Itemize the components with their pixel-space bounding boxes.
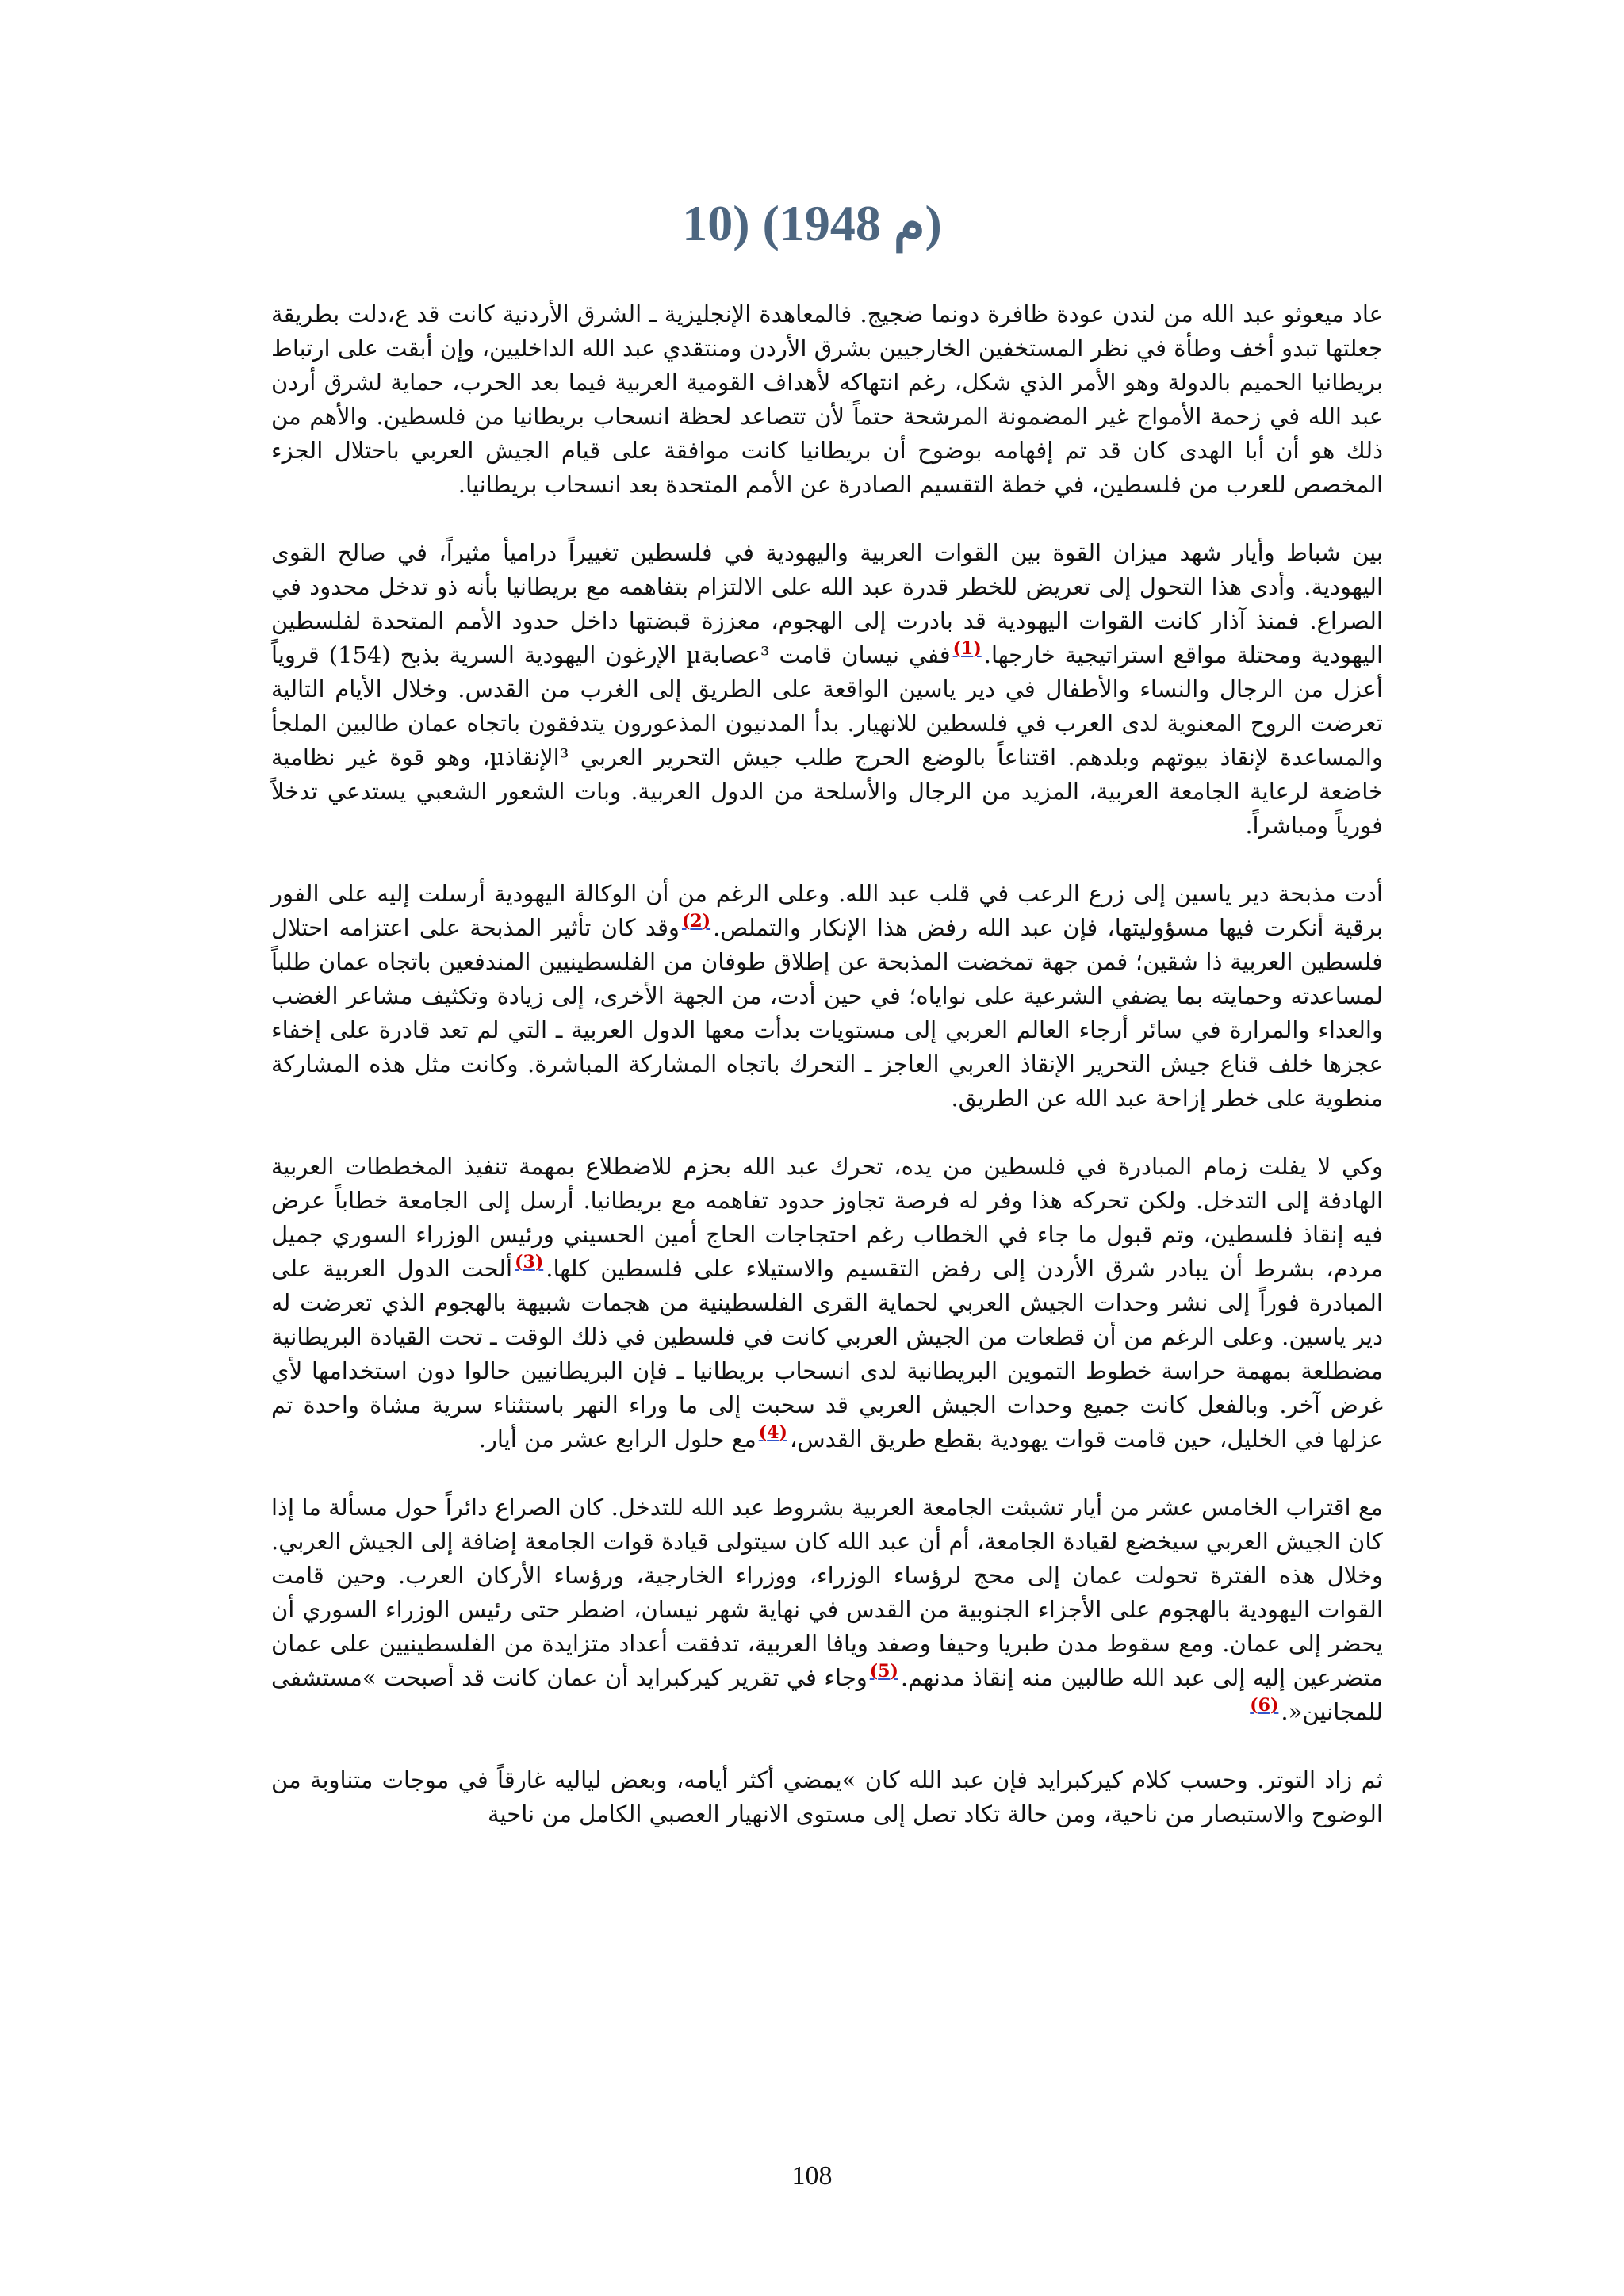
chapter-title: 10) (1948 م) [682, 195, 942, 251]
footnote-reference-link[interactable]: (4) [758, 1422, 787, 1444]
paragraph-text: مع حلول الرابع عشر من أيار. [478, 1425, 756, 1452]
paragraph-text: وقد كان تأثير المذبحة على اعتزامه احتلال فلسطين العربية ذا شقين؛ فمن جهة تمخضت المذبحة عن إطلاق طوفان من الفلسطينيين المندفعين باتجاه عمان طلباً لمساعدته وحمايته بما يضفي الشرعية على نواياه؛ في حين أدت، من الجهة الأخرى، إلى زيادة وتكثيف مشاعر الغضب والعداء والمرارة في سائر أرجاء العالم العربي إلى مستويات بدأت معها الدول العربية ـ التي لم تعد قادرة على إخفاء عجزها خلف قناع جيش التحرير الإنقاذ العربي العاجز ـ التحرك باتجاه المشاركة المباشرة. وكانت مثل هذه المشاركة منطوية على خطر إزاحة عبد الله عن الطريق. [271, 914, 1383, 1112]
footnote-reference-link[interactable]: (6) [1250, 1695, 1279, 1716]
footnote-reference-link[interactable]: (3) [515, 1252, 544, 1273]
body-paragraph [271, 877, 1383, 1115]
page-number: 108 [791, 2161, 833, 2191]
paragraph-text: ألحت الدول العربية على المبادرة فوراً إلى نشر وحدات الجيش العربي لحماية القرى الفلسطينية من هجمات شبيهة بالهجوم الذي تعرضت له دير ياسين. وعلى الرغم من أن قطعات من الجيش العربي كانت في فلسطين في ذلك الوقت ـ تحت القيادة البريطانية مضطلعة بمهمة حراسة خطوط التموين البريطانية لدى انسحاب بريطانيا ـ فإن البريطانيين حالوا دون استخدامها لأي غرض آخر. وبالفعل كانت جميع وحدات الجيش العربي قد سحبت إلى ما وراء النهر باستثناء سرية مشاة واحدة تم عزلها في الخليل، حين قامت قوات يهودية بقطع طريق القدس، [271, 1255, 1383, 1452]
body-paragraph [271, 1490, 1383, 1729]
body-text [271, 297, 1383, 1866]
paragraph-text: وجاء في تقرير كيركبرايد أن عمان كانت قد أصبحت »مستشفى للمجانين«. [271, 1664, 1383, 1725]
paragraph-text: مع اقتراب الخامس عشر من أيار تشبثت الجامعة العربية بشروط عبد الله للتدخل. كان الصراع دائراً حول مسألة ما إذا كان الجيش العربي سيخضع لقيادة الجامعة، أم أن عبد الله كان سيتولى قيادة قوات الجامعة إضافة إلى الجيش العربي. وخلال هذه الفترة تحولت عمان إلى محج لرؤساء الوزراء، ووزراء الخارجية، ورؤساء الأركان العرب. وحين قامت القوات اليهودية بالهجوم على الأجزاء الجنوبية من القدس في نهاية شهر نيسان، اضطر حتى رئيس الوزراء السوري أن يحضر إلى عمان. ومع سقوط مدن طبريا وحيفا وصفد ويافا العربية، تدفقت أعداد متزايدة من الفلسطينيين على عمان متضرعين إليه إلى عبد الله طالبين منه إنقاذ مدنهم. [271, 1494, 1383, 1691]
paragraph-text: بين شباط وأيار شهد ميزان القوة بين القوات العربية واليهودية في فلسطين تغييراً دراميأ مثيراً، في صالح القوى اليهودية. وأدى هذا التحول إلى تعريض للخطر قدرة عبد الله على الالتزام بتفاهمه مع بريطانيا بأنه ذو تدخل محدود في الصراع. فمنذ آذار كانت القوات اليهودية قد بادرت إلى الهجوم، معززة قبضتها داخل حدود الأمم المتحدة لفلسطين اليهودية ومحتلة مواقع استراتيجية خارجها. [271, 539, 1384, 668]
footnote-reference-link[interactable]: (5) [869, 1661, 898, 1682]
paragraph-text: عاد ميعوثو عبد الله من لندن عودة ظافرة دونما ضجيج. فالمعاهدة الإنجليزية ـ الشرق الأردنية كانت قد ع،دلت بطريقة جعلتها تبدو أخف وطأة في نظر المستخفين الخارجيين بشرق الأردن ومنتقدي عبد الله الداخليين، وإن أبقت على ارتباط بريطانيا الحميم بالدولة وهو الأمر الذي شكل، رغم انتهاكه لأهداف القومية العربية فيما بعد الحرب، حماية لشرق أردن عبد الله في زحمة الأمواج غير المضمونة المرشحة حتماً لأن تتصاعد لحظة انسحاب بريطانيا من فلسطين. والأهم من ذلك هو أن أبا الهدى كان قد تم إفهامه بوضوح أن بريطانيا كانت موافقة على قيام الجيش العربي باحتلال الجزء المخصص للعرب من فلسطين، في خطة التقسيم الصادرة عن الأمم المتحدة بعد انسحاب بريطانيا. [271, 300, 1383, 498]
paragraph-text: ثم زاد التوتر. وحسب كلام كيركبرايد فإن عبد الله كان »يمضي أكثر أيامه، وبعض لياليه غارقاً في موجات متناوبة من الوضوح والاستبصار من ناحية، ومن حالة تكاد تصل إلى مستوى الانهيار العصبي الكامل من ناحية [271, 1766, 1383, 1827]
paragraph-text: ففي نيسان قامت ³عصابةµ الإرغون اليهودية السرية بذبح (154) قروياً أعزل من الرجال والنساء والأطفال في دير ياسين الواقعة على الطريق إلى الغرب من القدس. وخلال الأيام التالية تعرضت الروح المعنوية لدى العرب في فلسطين للانهيار. بدأ المدنيون المذعورون يتدفقون باتجاه عمان طالبين الملجأ والمساعدة لإنقاذ بيوتهم وبلدهم. اقتناعاً بالوضع الحرج طلب جيش التحرير العربي ³الإنقاذµ، وهو قوة غير نظامية خاضعة لرعاية الجامعة العربية، المزيد من الرجال والأسلحة من الدول العربية. وبات الشعور الشعبي يستدعي تدخلاً فورياً ومباشراً. [271, 641, 1383, 839]
paragraph-text: أدت مذبحة دير ياسين إلى زرع الرعب في قلب عبد الله. وعلى الرغم من أن الوكالة اليهودية أرسلت إليه على الفور برقية أنكرت فيها مسؤوليتها، فإن عبد الله رفض هذا الإنكار والتملص. [271, 880, 1383, 941]
body-paragraph [271, 1150, 1383, 1456]
body-paragraph [271, 536, 1383, 843]
body-paragraph [271, 1763, 1383, 1831]
body-paragraph [271, 297, 1383, 502]
paragraph-text: وكي لا يفلت زمام المبادرة في فلسطين من يده، تحرك عبد الله بحزم للاضطلاع بمهمة تنفيذ المخططات العربية الهادفة إلى التدخل. ولكن تحركه هذا وفر له فرصة تجاوز حدود تفاهمه مع بريطانيا. أرسل إلى الجامعة خطاباً عرض فيه إنقاذ فلسطين، وتم قبول ما جاء في الخطاب رغم احتجاجات الحاج أمين الحسيني ورئيس الوزراء السوري جميل مردم، بشرط أن يبادر شرق الأردن إلى رفض التقسيم والاستيلاء على فلسطين كلها. [271, 1153, 1384, 1282]
footnote-reference-link[interactable]: (1) [952, 638, 982, 660]
footnote-reference-link[interactable]: (2) [681, 911, 711, 932]
